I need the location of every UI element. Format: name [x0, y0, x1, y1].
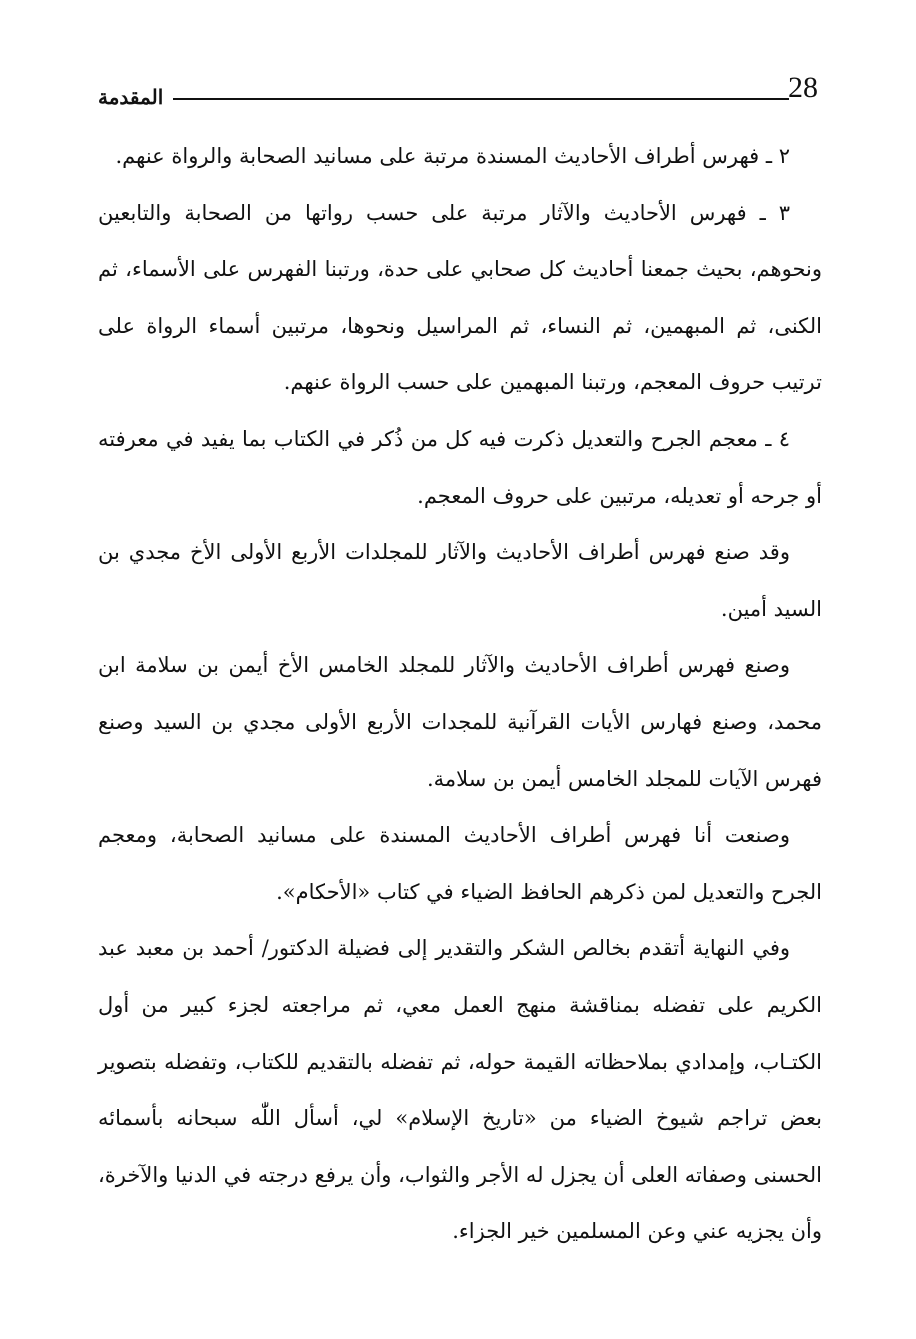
paragraph: وصنع فهرس أطراف الأحاديث والآثار للمجلد الخامس الأخ أيمن بن سلامة ابن محمد، وصنع فهارس الأيات القرآنية للمجدات الأربع الأولى مجدي بن السيد وصنع فهرس الآيات للمجلد الخامس أيمن بن سلامة.: [98, 653, 822, 791]
paragraph: وفي النهاية أتقدم بخالص الشكر والتقدير إلى فضيلة الدكتور/ أحمد بن معبد عبد الكريم على تفضله بمناقشة منهج العمل معي، ثم مراجعته لجزء كبير من أول الكتـاب، وإمدادي بملاحظاته القيمة حوله، ثم تفضله بالتقديم للكتاب، وتفضله بتصوير بعض تراجم شيوخ الضياء من «تاريخ الإسلام» لي، أسأل اللّٰه سبحانه بأسمائه الحسنى وصفاته العلى أن يجزل له الأجر والثواب، وأن يرفع درجته في الدنيا والآخرة، وأن يجزيه عني وعن المسلمين خير الجزاء.: [98, 936, 822, 1244]
list-item-2: ٢ ـ فهرس أطراف الأحاديث المسندة مرتبة على مسانيد الصحابة والرواة عنهم.: [115, 144, 790, 168]
page-header: [98, 70, 822, 110]
list-item-4: ٤ ـ معجم الجرح والتعديل ذكرت فيه كل من ذُكر في الكتاب بما يفيد في معرفته أو جرحه أو تعديله، مرتبين على حروف المعجم.: [98, 426, 822, 508]
paragraph: وصنعت أنا فهرس أطراف الأحاديث المسندة على مسانيد الصحابة، ومعجم الجرح والتعديل لمن ذكرهم الحافظ الضياء في كتاب «الأحكام».: [98, 823, 822, 904]
paragraph: وقد صنع فهرس أطراف الأحاديث والآثار للمجلدات الأربع الأولى الأخ مجدي بن السيد أمين.: [98, 540, 822, 621]
section-title: المقدمة: [98, 85, 164, 109]
page-number: 28: [788, 71, 818, 104]
page-body: [98, 128, 822, 1260]
list-item-3: ٣ ـ فهرس الأحاديث والآثار مرتبة على حسب رواتها من الصحابة والتابعين ونحوهم، بحيث جمعنا أحاديث كل صحابي على حدة، ورتبنا الفهرس على الأسماء، ثم الكنى، ثم المبهمين، ثم النساء، ثم المراسيل ونحوها، مرتبين أسماء الرواة على ترتيب حروف المعجم، ورتبنا المبهمين على حسب الرواة عنهم.: [98, 200, 822, 395]
header-rule: [173, 98, 789, 100]
